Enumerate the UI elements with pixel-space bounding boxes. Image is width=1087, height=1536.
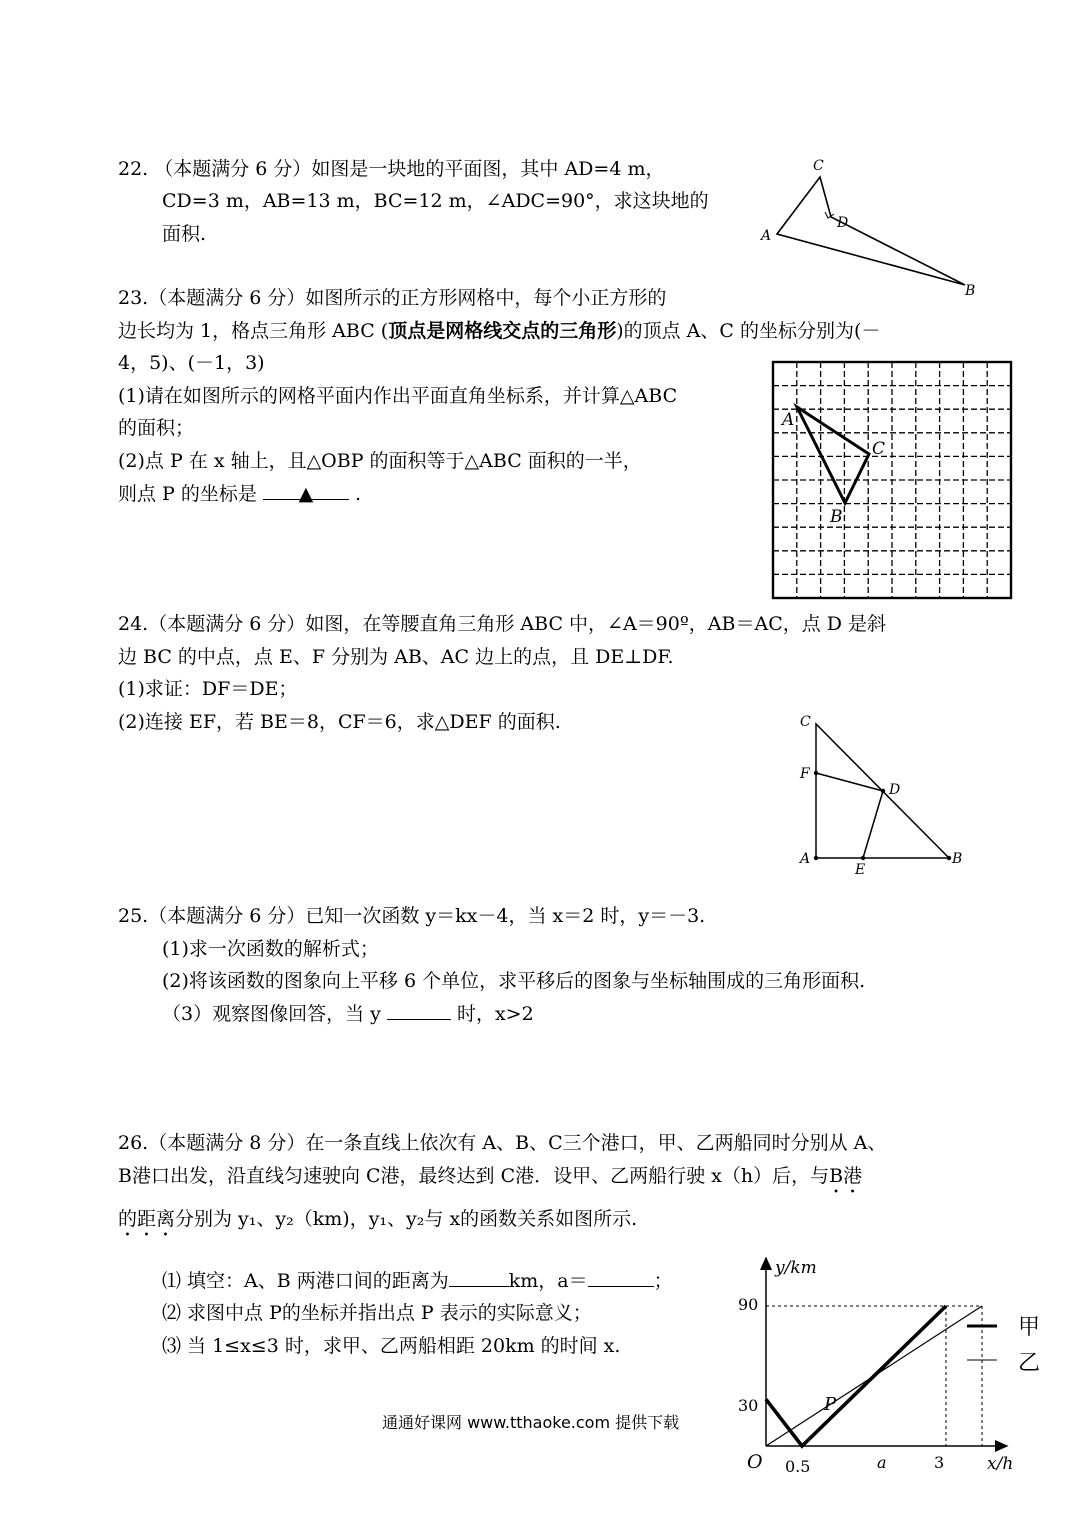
- q24-label-d: D: [889, 782, 901, 798]
- q26-ytick-30: 30: [738, 1396, 759, 1415]
- q22-line2: CD=3 m，AB=13 m，BC=12 m，∠ADC=90°，求这块地的: [162, 190, 709, 212]
- q26-line2: [118, 1163, 862, 1198]
- q26-part1-a: ⑴ 填空：A、B 两港口间的距离为: [162, 1270, 449, 1292]
- q22-label-d: D: [837, 215, 849, 231]
- q26-part1: [162, 1268, 673, 1294]
- q26-xtick-3: 3: [934, 1453, 945, 1472]
- q26-part1-c: ；: [653, 1270, 673, 1292]
- q26-line3-b: 分别为 y₁、y₂（km)，y₁、y₂与 x的函数关系如图所示.: [175, 1208, 638, 1230]
- q23-part2a: (2)点 P 在 x 轴上，且△OBP 的面积等于△ABC 面积的一半，: [118, 450, 642, 472]
- q24-label-e: E: [855, 862, 866, 878]
- q23-line2: [118, 318, 880, 344]
- q23-part2b-text: 则点 P 的坐标是: [118, 483, 257, 505]
- q26-distance-blank[interactable]: [449, 1268, 509, 1287]
- q26-point-p-label: P: [824, 1394, 837, 1415]
- q26-line1: 26.（本题满分 8 分）在一条直线上依次有 A、B、C三个港口，甲、乙两船同时分别从 A、: [118, 1132, 887, 1154]
- q23-line2-a: 边长均为 1，格点三角形 ABC (: [118, 320, 389, 342]
- q23-part2-end: .: [354, 483, 362, 505]
- q22-line3: 面积.: [162, 223, 207, 245]
- q22-label-c: C: [813, 158, 824, 174]
- q26-xlabel: x/h: [987, 1454, 1014, 1474]
- q25-answer-blank[interactable]: [387, 1001, 451, 1020]
- q26-legend-yi: 乙: [1018, 1351, 1041, 1376]
- q24-figure: [795, 710, 975, 880]
- footer-source: 通通好课网 www.tthaoke.com 提供下载: [382, 1413, 680, 1432]
- q26-ylabel: y/km: [775, 1258, 817, 1278]
- q23-label-a: A: [782, 410, 795, 430]
- q24-label-b: B: [952, 851, 963, 867]
- q23-grid-figure: [772, 361, 1014, 601]
- q26-origin-label: O: [747, 1451, 763, 1473]
- q25-part1: (1)求一次函数的解析式；: [162, 938, 379, 960]
- q26-ytick-90: 90: [738, 1295, 759, 1314]
- q23-line1: 23.（本题满分 6 分）如图所示的正方形网格中，每个小正方形的: [118, 287, 667, 309]
- q24-label-c: C: [800, 714, 811, 730]
- q23-line2-c: )的顶点 A、C 的坐标分别为(－: [616, 320, 881, 342]
- q25-part3: [162, 1001, 534, 1027]
- q26-line3: [118, 1206, 637, 1241]
- q24-line1: 24.（本题满分 6 分）如图，在等腰直角三角形 ABC 中，∠A＝90º，AB＝AC，点 D 是斜: [118, 613, 887, 635]
- q26-part1-b: km，a＝: [508, 1270, 588, 1292]
- q25-part3-a: （3）观察图像回答，当 y: [162, 1003, 381, 1025]
- q26-xtick-0-5: 0.5: [785, 1457, 811, 1476]
- q24-part1: (1)求证：DF＝DE；: [118, 678, 298, 700]
- series-line-yi: [766, 1306, 982, 1446]
- q22-label-b: B: [965, 283, 976, 299]
- q23-line3: 4，5)、(－1，3): [118, 352, 265, 374]
- q23-part1a: (1)请在如图所示的网格平面内作出平面直角坐标系，并计算△ABC: [118, 385, 678, 407]
- q22-figure: [755, 150, 985, 300]
- series-line-jia: [766, 1306, 946, 1446]
- q26-line2-a: B港口出发，沿直线匀速驶向 C港，最终达到 C港．设甲、乙两船行驶 x（h）后，与: [118, 1165, 830, 1187]
- q24-line2: 边 BC 的中点，点 E、F 分别为 AB、AC 边上的点，且 DE⊥DF.: [118, 646, 674, 668]
- q26-line2-emph: B港: [829, 1165, 863, 1187]
- q23-label-c: C: [872, 439, 886, 459]
- q26-part2: ⑵ 求图中点 P的坐标并指出点 P 表示的实际意义；: [162, 1302, 592, 1324]
- q23-label-b: B: [830, 507, 843, 527]
- q26-legend-jia: 甲: [1018, 1315, 1041, 1340]
- q25-part3-b: 时，x>2: [456, 1003, 534, 1025]
- q26-a-blank[interactable]: [588, 1268, 654, 1287]
- q26-graph: [735, 1250, 1050, 1480]
- q26-xtick-a: a: [877, 1453, 887, 1472]
- q22-line1: 22. （本题满分 6 分）如图是一块地的平面图，其中 AD=4 m，: [118, 158, 665, 180]
- q23-part1b: 的面积；: [118, 417, 195, 439]
- q22-label-a: A: [761, 228, 772, 244]
- q24-label-f: F: [800, 766, 810, 782]
- q26-part3: ⑶ 当 1≤x≤3 时，求甲、乙两船相距 20km 的时间 x.: [162, 1335, 621, 1357]
- q23-answer-blank[interactable]: [263, 481, 349, 505]
- q23-triangle-mark: ▲: [298, 483, 314, 505]
- q23-line2-bold: 顶点是网格线交点的三角形: [388, 320, 617, 342]
- q23-part2b: [118, 481, 361, 507]
- q24-part2: (2)连接 EF，若 BE＝8，CF＝6，求△DEF 的面积.: [118, 711, 561, 733]
- q24-label-a: A: [800, 851, 811, 867]
- q25-line1: 25.（本题满分 6 分）已知一次函数 y＝kx－4，当 x＝2 时，y＝－3.: [118, 905, 706, 927]
- q26-line3-emph: 的距离: [118, 1208, 176, 1230]
- q25-part2: (2)将该函数的图象向上平移 6 个单位，求平移后的图象与坐标轴围成的三角形面积.: [162, 970, 866, 992]
